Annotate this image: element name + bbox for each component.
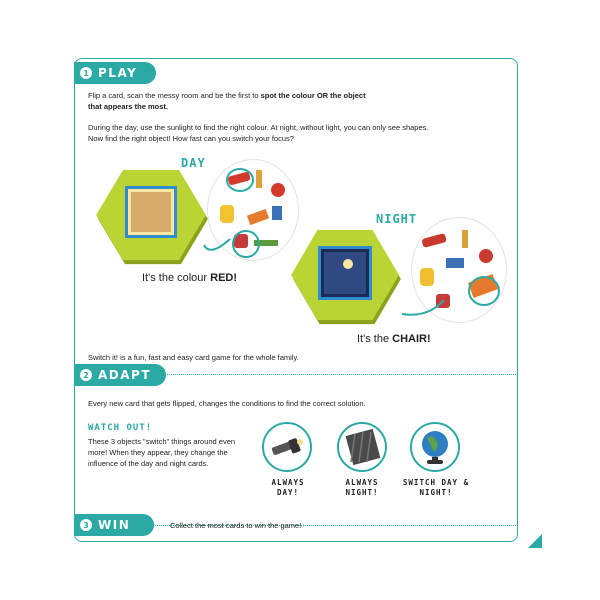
arrow-icon [398, 292, 448, 322]
section-number: 3 [80, 519, 92, 531]
day-card [95, 168, 207, 262]
globe-icon [412, 424, 458, 470]
section-tab-win [74, 514, 154, 536]
curtain-icon-circle [337, 422, 387, 472]
day-label: DAY [181, 156, 206, 170]
section-title: WIN [98, 518, 131, 532]
play-footer: Switch it! is a fun, fast and easy card game for the whole family. [88, 353, 299, 362]
play-paragraph-2: During the day, use the sunlight to find the right colour. At night, without light, you can only see shapes. Now find the right object! How fast can you switch your focus? [88, 123, 429, 143]
section-title: ADAPT [98, 368, 152, 382]
highlight-ring [468, 276, 500, 306]
win-text: Collect the most cards to win the game! [170, 521, 302, 530]
watch-out-title: WATCH OUT! [88, 423, 153, 433]
section-tab-adapt [74, 364, 166, 386]
corner-decoration [528, 534, 542, 548]
globe-icon-circle [410, 422, 460, 472]
icon-label: ALWAYS NIGHT! [345, 478, 379, 497]
day-window [125, 186, 177, 238]
divider [150, 374, 516, 375]
section-title: PLAY [98, 66, 138, 80]
curtain-icon [339, 424, 385, 470]
arrow-icon [200, 235, 240, 265]
highlight-ring [226, 168, 254, 192]
section-number: 1 [80, 67, 92, 79]
chair-caption: It's the CHAIR! [357, 333, 431, 345]
watch-out-text: These 3 objects "switch" things around even more! When they appear, they change the influence of the day and night cards. [88, 437, 236, 468]
section-tab-play [74, 62, 156, 84]
flashlight-icon-circle [262, 422, 312, 472]
night-window [318, 246, 372, 300]
section-number: 2 [80, 369, 92, 381]
icon-label: ALWAYS DAY! [271, 478, 305, 497]
adapt-intro: Every new card that gets flipped, changes the conditions to find the correct solution. [88, 399, 366, 408]
night-card [290, 228, 400, 322]
play-paragraph-1: Flip a card, scan the messy room and be the first to spot the colour OR the object that appears the most. [88, 91, 366, 111]
night-label: NIGHT [376, 212, 418, 226]
flashlight-icon [264, 424, 310, 470]
colour-caption: It's the colour RED! [142, 272, 238, 284]
icon-label: SWITCH DAY & NIGHT! [402, 478, 470, 497]
